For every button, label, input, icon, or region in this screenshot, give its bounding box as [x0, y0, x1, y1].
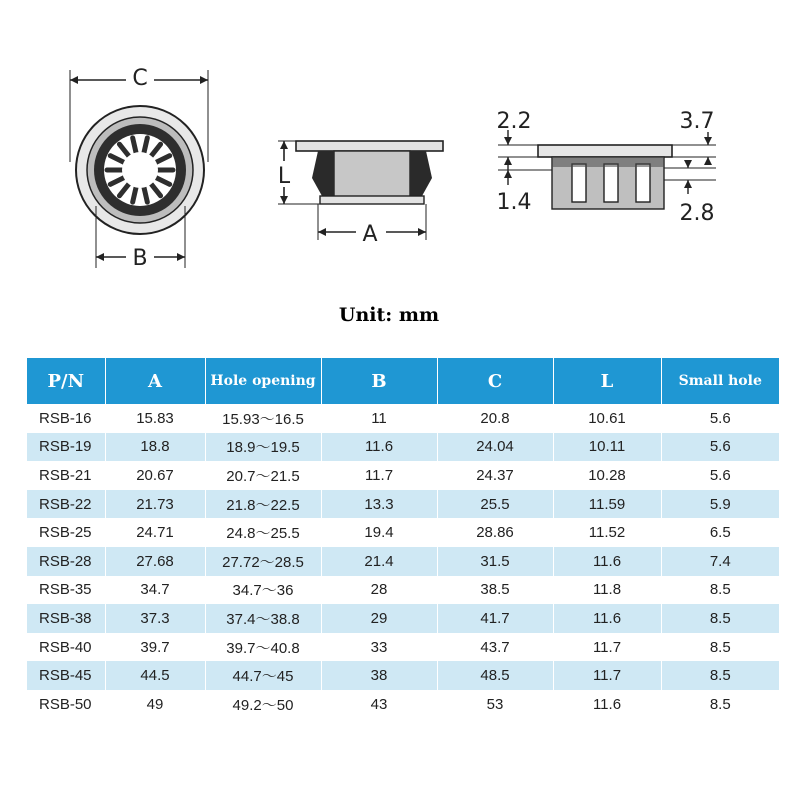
cell-b: 11.6: [321, 433, 437, 462]
header-l: L: [553, 358, 661, 404]
cell-c: 41.7: [437, 604, 553, 633]
cell-c: 20.8: [437, 404, 553, 433]
header-small-hole: Small hole: [661, 358, 779, 404]
cell-hole-opening: 37.4～38.8: [205, 604, 321, 633]
cell-small-hole: 5.6: [709, 409, 731, 427]
cell-small-hole: 8.5: [709, 581, 731, 599]
front-view-drawing: [70, 64, 208, 271]
table-row: [27, 547, 779, 576]
cell-a: 20.67: [105, 461, 205, 490]
cell-l: 11.6: [553, 547, 661, 576]
cell-hole-opening: 20.7～21.5: [205, 461, 321, 490]
header-a: A: [105, 358, 205, 404]
cell-c: 48.5: [437, 661, 553, 690]
cell-small-hole: 8.5: [709, 695, 731, 713]
cell-hole-opening: 39.7～40.8: [205, 633, 321, 662]
cell-b: 11: [321, 404, 437, 433]
cell-small-hole: 8.5: [709, 638, 731, 656]
cell-l: 11.7: [553, 633, 661, 662]
cell-hole-opening: 27.72～28.5: [205, 547, 321, 576]
cell-b: 43: [321, 690, 437, 719]
cell-hole-opening: 49.2～50: [205, 690, 321, 719]
cell-c: 24.04: [437, 433, 553, 462]
table-row: [27, 633, 779, 662]
cell-a: 49: [105, 690, 205, 719]
cell-small-hole: 5.9: [661, 490, 779, 519]
cell-a: 39.7: [105, 633, 205, 662]
cell-small-hole: 8.5: [661, 604, 779, 633]
cell-a: 27.68: [105, 547, 205, 576]
cell-c: 38.5: [437, 576, 553, 605]
table-row: [27, 461, 779, 490]
cell-b: 11.7: [321, 461, 437, 490]
cell-c: 31.5: [437, 547, 553, 576]
header-b: B: [321, 358, 437, 404]
cell-pn: RSB-28: [27, 547, 105, 576]
dimension-label-1-4: 1.4: [496, 190, 532, 215]
cell-c: 25.5: [437, 490, 553, 519]
cell-b: 21.4: [321, 547, 437, 576]
cell-c: 28.86: [437, 518, 553, 547]
table-row: [27, 690, 779, 719]
table-row: [27, 490, 779, 519]
cell-hole-opening: 15.93～16.5: [205, 404, 321, 433]
dimension-label-a: A: [362, 222, 378, 247]
cell-pn: RSB-16: [27, 404, 105, 433]
cell-small-hole: 6.5: [709, 524, 731, 542]
cell-small-hole: 7.4: [661, 547, 779, 576]
cell-b: 13.3: [321, 490, 437, 519]
dimension-label-l: L: [277, 164, 291, 189]
cell-l: 11.8: [553, 576, 661, 605]
unit-label: Unit: mm: [338, 304, 440, 326]
table-row: [27, 661, 779, 690]
cell-hole-opening: 24.8～25.5: [205, 518, 321, 547]
cell-pn: RSB-22: [27, 490, 105, 519]
cell-pn: RSB-38: [27, 604, 105, 633]
cell-b: 33: [321, 633, 437, 662]
cell-pn: RSB-25: [27, 518, 105, 547]
cell-small-hole: 8.5: [661, 661, 779, 690]
dimension-label-3-7: 3.7: [679, 109, 715, 134]
dimension-label-2-8: 2.8: [679, 201, 715, 226]
cell-c: 53: [437, 690, 553, 719]
table-header-row: [27, 358, 779, 404]
header-pn: P/N: [27, 358, 105, 404]
table-row: [27, 404, 779, 433]
cell-a: 18.8: [105, 433, 205, 462]
side-view-drawing: [272, 141, 443, 247]
dimension-drawings: [0, 0, 808, 300]
dimension-label-b: B: [132, 246, 148, 271]
dimension-label-2-2: 2.2: [496, 109, 532, 134]
cell-b: 28: [321, 576, 437, 605]
cell-a: 15.83: [105, 404, 205, 433]
cell-l: 11.6: [553, 690, 661, 719]
cell-hole-opening: 18.9～19.5: [205, 433, 321, 462]
cell-pn: RSB-45: [27, 661, 105, 690]
cell-a: 34.7: [105, 576, 205, 605]
cell-b: 38: [321, 661, 437, 690]
header-c: C: [437, 358, 553, 404]
cell-l: 11.7: [553, 661, 661, 690]
cell-l: 10.11: [553, 433, 661, 462]
cell-l: 11.59: [553, 490, 661, 519]
cell-pn: RSB-21: [27, 461, 105, 490]
cell-l: 11.52: [553, 518, 661, 547]
table-row: [27, 433, 779, 462]
table-row: [27, 576, 779, 605]
cell-pn: RSB-40: [27, 633, 105, 662]
dimension-label-c: C: [132, 66, 148, 91]
cell-b: 19.4: [321, 518, 437, 547]
cell-l: 10.28: [553, 461, 661, 490]
cell-pn: RSB-50: [27, 690, 105, 719]
header-hole-opening: Hole opening: [205, 358, 321, 404]
cell-hole-opening: 44.7～45: [205, 661, 321, 690]
cell-c: 43.7: [437, 633, 553, 662]
cell-small-hole: 5.6: [661, 433, 779, 462]
cell-a: 21.73: [105, 490, 205, 519]
table-row: [27, 604, 779, 633]
cell-pn: RSB-35: [27, 576, 105, 605]
cell-b: 29: [321, 604, 437, 633]
cell-hole-opening: 34.7～36: [205, 576, 321, 605]
cell-a: 24.71: [105, 518, 205, 547]
cell-a: 44.5: [105, 661, 205, 690]
cell-a: 37.3: [105, 604, 205, 633]
spec-table: [27, 358, 779, 719]
cell-l: 10.61: [553, 404, 661, 433]
detail-view-drawing: [497, 109, 717, 226]
cell-pn: RSB-19: [27, 433, 105, 462]
cell-c: 24.37: [437, 461, 553, 490]
cell-l: 11.6: [553, 604, 661, 633]
table-row: [27, 518, 779, 547]
cell-small-hole: 5.6: [709, 466, 731, 484]
cell-hole-opening: 21.8～22.5: [205, 490, 321, 519]
